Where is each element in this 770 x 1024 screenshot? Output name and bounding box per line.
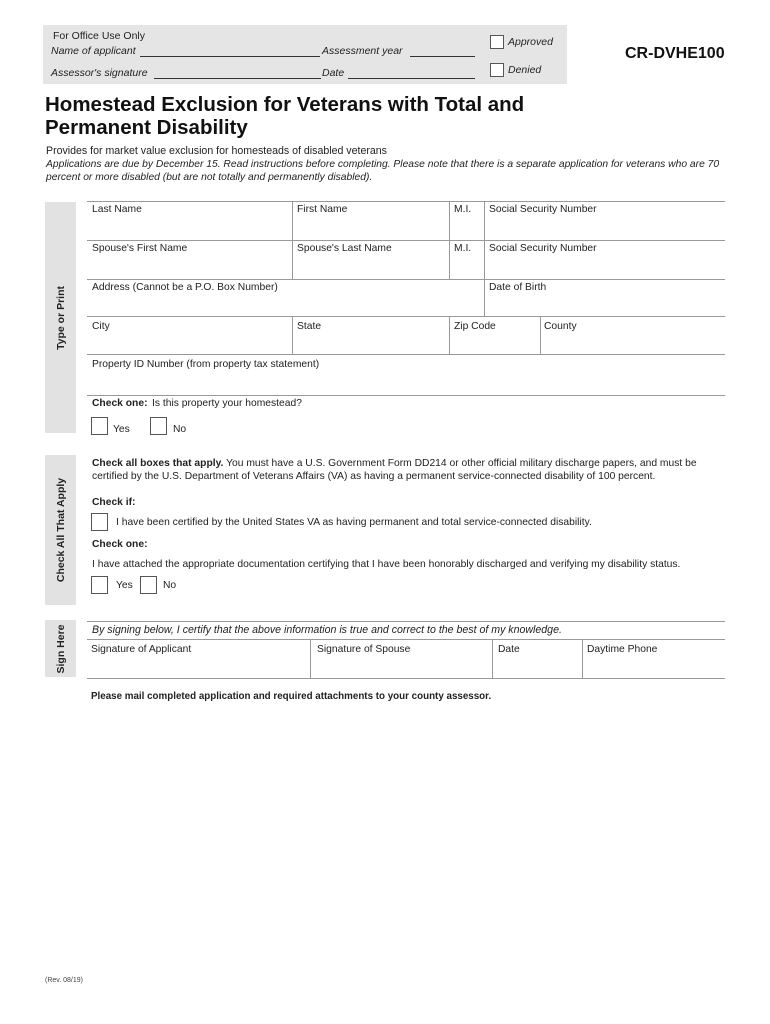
instructions: Applications are due by December 15. Read instructions before completing. Please note that there is a separate application for veterans who are 70 percent or more disabled (but are not totally and permanently disabled).: [46, 159, 720, 183]
homestead-question: Is this property your homestead?: [152, 398, 302, 409]
zip-code-field[interactable]: Zip Code: [454, 321, 496, 332]
sign-line-middle: [87, 639, 725, 640]
documentation-no-label: No: [163, 580, 177, 591]
check-all-tab: [45, 455, 76, 605]
page-title: Homestead Exclusion for Veterans with Total and Permanent Disability: [45, 93, 525, 139]
grid-divider: [484, 201, 485, 240]
documentation-statement: I have attached the appropriate documentation certifying that I have been honorably discharged and verifying my disability status.: [92, 559, 681, 570]
grid-line-top: [87, 201, 725, 202]
grid-divider: [540, 316, 541, 354]
first-name-field[interactable]: First Name: [297, 204, 348, 215]
daytime-phone-field[interactable]: Daytime Phone: [587, 644, 658, 655]
office-use-box: [43, 25, 567, 84]
assessor-signature-line[interactable]: [154, 78, 321, 79]
grid-divider: [292, 201, 293, 240]
sign-line-bottom: [87, 678, 725, 679]
grid-line-2: [87, 279, 725, 280]
grid-divider: [449, 316, 450, 354]
office-date-line[interactable]: [348, 78, 475, 79]
approved-checkbox[interactable]: [490, 35, 504, 49]
documentation-yes-label: Yes: [116, 580, 133, 591]
grid-divider: [292, 316, 293, 354]
property-id-field[interactable]: Property ID Number (from property tax statement): [92, 359, 320, 370]
grid-divider: [484, 240, 485, 279]
documentation-yes-checkbox[interactable]: [91, 576, 108, 594]
sign-date-field[interactable]: Date: [498, 644, 520, 655]
homestead-yes-label: Yes: [113, 424, 130, 435]
eligibility-paragraph: [92, 457, 724, 483]
spouse-last-name-field[interactable]: Spouse's Last Name: [297, 243, 392, 254]
check-all-heading: Check all boxes that apply.: [92, 458, 224, 469]
spouse-middle-initial-field[interactable]: M.I.: [454, 243, 472, 254]
revision-date: (Rev. 08/19): [45, 977, 83, 984]
approved-label: Approved: [508, 36, 553, 48]
homestead-yes-checkbox[interactable]: [91, 417, 108, 435]
office-use-heading: For Office Use Only: [53, 30, 145, 42]
va-certified-checkbox[interactable]: [91, 513, 108, 531]
last-name-field[interactable]: Last Name: [92, 204, 142, 215]
check-all-label: Check All That Apply: [54, 477, 67, 583]
homestead-check-one: Check one:: [92, 398, 148, 409]
middle-initial-field[interactable]: M.I.: [454, 204, 472, 215]
documentation-check-one: Check one:: [92, 539, 148, 550]
form-code: CR-DVHE100: [625, 45, 725, 62]
mail-note: Please mail completed application and required attachments to your county assessor.: [91, 691, 492, 702]
type-or-print-label: Type or Print: [54, 285, 67, 350]
certification-statement: By signing below, I certify that the above information is true and correct to the best of my knowledge.: [92, 624, 562, 636]
grid-line-4: [87, 354, 725, 355]
sign-divider: [582, 639, 583, 678]
spouse-ssn-field[interactable]: Social Security Number: [489, 243, 597, 254]
grid-line-1: [87, 240, 725, 241]
applicant-name-label: Name of applicant: [51, 45, 136, 57]
sign-here-tab: [45, 620, 76, 677]
grid-divider: [449, 240, 450, 279]
documentation-no-checkbox[interactable]: [140, 576, 157, 594]
homestead-no-label: No: [173, 424, 187, 435]
denied-checkbox[interactable]: [490, 63, 504, 77]
spouse-first-name-field[interactable]: Spouse's First Name: [92, 243, 188, 254]
assessment-year-label: Assessment year: [322, 45, 403, 57]
assessment-year-line[interactable]: [410, 56, 475, 57]
denied-label: Denied: [508, 64, 542, 76]
address-field[interactable]: Address (Cannot be a P.O. Box Number): [92, 282, 278, 293]
subtitle: Provides for market value exclusion for homesteads of disabled veterans: [46, 145, 387, 157]
sign-divider: [492, 639, 493, 678]
grid-line-5: [87, 395, 725, 396]
county-field[interactable]: County: [544, 321, 577, 332]
office-date-label: Date: [322, 67, 345, 79]
city-field[interactable]: City: [92, 321, 110, 332]
sign-line-top: [87, 621, 725, 622]
state-field[interactable]: State: [297, 321, 322, 332]
grid-line-3: [87, 316, 725, 317]
va-certified-label: I have been certified by the United States VA as having permanent and total service-connected disability.: [116, 517, 592, 528]
date-of-birth-field[interactable]: Date of Birth: [489, 282, 547, 293]
grid-divider: [292, 240, 293, 279]
applicant-name-line[interactable]: [140, 56, 320, 57]
check-if-label: Check if:: [92, 497, 136, 508]
spouse-signature-field[interactable]: Signature of Spouse: [317, 644, 411, 655]
grid-divider: [484, 279, 485, 316]
assessor-signature-label: Assessor's signature: [51, 67, 148, 79]
ssn-field[interactable]: Social Security Number: [489, 204, 597, 215]
grid-divider: [449, 201, 450, 240]
type-or-print-tab: [45, 202, 76, 433]
check-all-text: You must have a U.S. Government Form DD214 or other official military discharge papers, and must be certified by the U.S. Department of Veterans Affairs (VA) as having a permanent service-connected disability of 100 percent.: [92, 458, 697, 482]
applicant-signature-field[interactable]: Signature of Applicant: [91, 644, 192, 655]
homestead-no-checkbox[interactable]: [150, 417, 167, 435]
sign-here-label: Sign Here: [54, 623, 67, 674]
sign-divider: [310, 639, 311, 678]
